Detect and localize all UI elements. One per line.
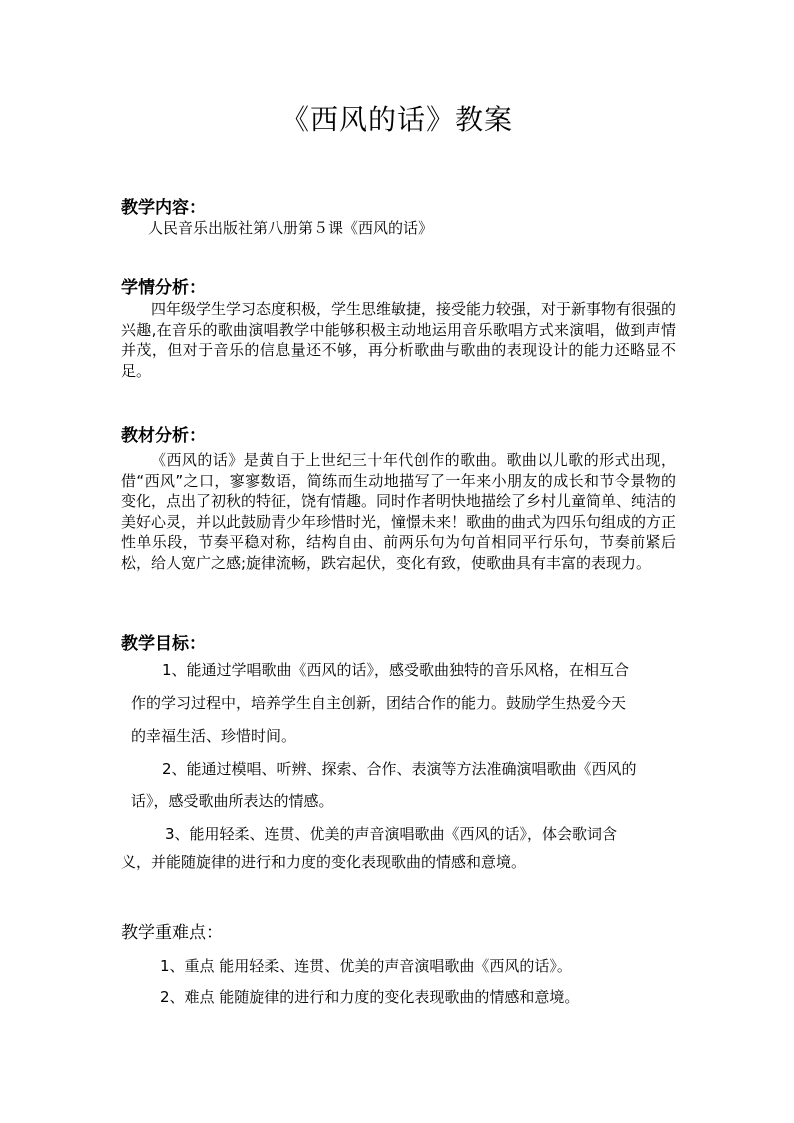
heading-learner-analysis: 学情分析：	[121, 278, 206, 298]
heading-key-points: 教学重难点：	[121, 923, 223, 943]
learner-analysis-paragraph: 四年级学生学习态度积极，学生思维敏捷，接受能力较强，对于新事物有很强的兴趣,在音乐的歌曲演唱教学中能够积极主动地运用音乐歌唱方式来演唱，做到声情并茂，但对于音乐的信息量还不够，再分析歌曲与歌曲的表现设计的能力还略显不足。	[121, 300, 677, 380]
heading-teaching-goals: 教学目标：	[121, 634, 206, 654]
goal-line: 1、能通过学唱歌曲《西风的话》，感受歌曲独特的音乐风格，在相互合	[162, 661, 630, 679]
goal-line: 作的学习过程中，培养学生自主创新，团结合作的能力。鼓励学生热爱今天	[131, 694, 627, 712]
goal-line: 2、能通过模唱、听辨、探索、合作、表演等方法准确演唱歌曲《西风的	[162, 760, 637, 778]
goal-line: 话》，感受歌曲所表达的情感。	[131, 792, 334, 810]
document-title: 《西风的话》教案	[280, 103, 513, 136]
key-point-line: 2、难点 能随旋律的进行和力度的变化表现歌曲的情感和意境。	[160, 988, 580, 1006]
goal-line: 3、能用轻柔、连贯、优美的声音演唱歌曲《西风的话》，体会歌词含	[165, 825, 618, 843]
heading-teaching-content: 教学内容：	[121, 198, 206, 218]
key-point-line: 1、重点 能用轻柔、连贯、优美的声音演唱歌曲《西风的话》。	[160, 957, 572, 975]
teaching-content-text: 人民音乐出版社第八册第５课《西风的话》	[148, 219, 434, 237]
material-analysis-paragraph: 《西风的话》是黄自于上世纪三十年代创作的歌曲。歌曲以儿歌的形式出现，借“西风”之口，寥寥数语，简练而生动地描写了一年来小朋友的成长和节令景物的变化，点出了初秋的特征，饶有情趣。同时作者明快地描绘了乡村儿童简单、纯洁的美好心灵，并以此鼓励青少年珍惜时光，憧憬未来！歌曲的曲式为四乐句组成的方正性单乐段，节奏平稳对称，结构自由、前两乐句为句首相同平行乐句，节奏前紧后松，给人宽广之感;旋律流畅，跌宕起伏，变化有致，使歌曲具有丰富的表现力。	[121, 451, 677, 572]
heading-material-analysis: 教材分析：	[121, 426, 206, 446]
goal-line: 义，并能随旋律的进行和力度的变化表现歌曲的情感和意境。	[121, 853, 527, 871]
goal-line: 的幸福生活、珍惜时间。	[131, 727, 297, 745]
